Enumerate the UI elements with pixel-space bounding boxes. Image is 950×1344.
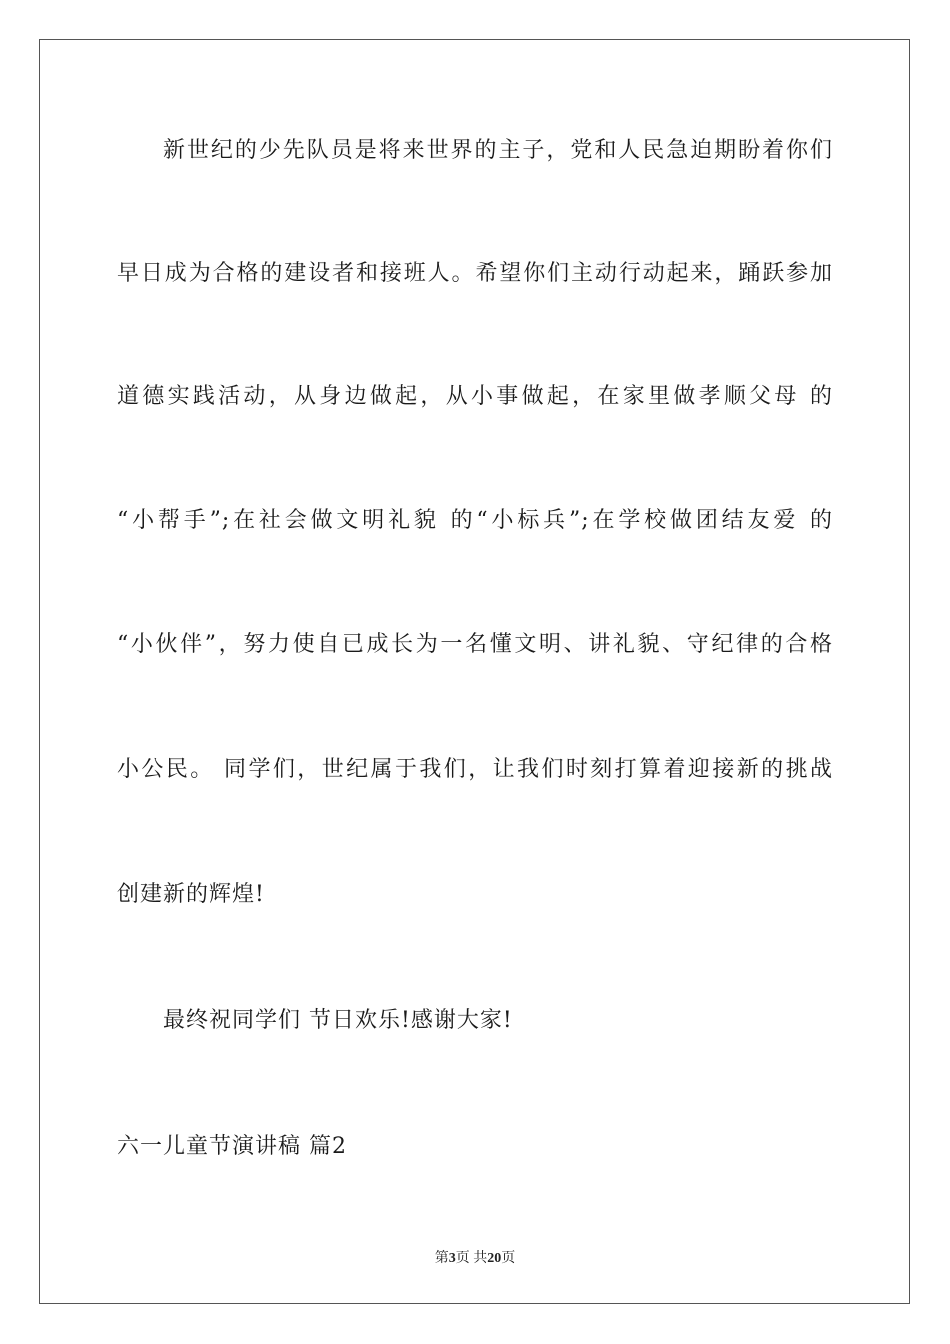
closing-line: 最终祝同学们 节日欢乐!感谢大家! bbox=[163, 1008, 513, 1033]
footer-page-current: 3 bbox=[448, 1251, 456, 1266]
footer-page-total: 20 bbox=[487, 1251, 502, 1266]
body-line-7: 创建新的辉煌! bbox=[117, 882, 265, 907]
body-line-3: 道德实践活动，从身边做起，从小事做起，在家里做孝顺父母 的 bbox=[117, 384, 833, 409]
body-line-1: 新世纪的少先队员是将来世界的主子，党和人民急迫期盼着你们 bbox=[163, 138, 833, 163]
page-footer bbox=[0, 1247, 950, 1267]
footer-page-mid: 页 共 bbox=[455, 1251, 488, 1266]
footer-page-prefix: 第 bbox=[434, 1251, 449, 1266]
body-line-2: 早日成为合格的建设者和接班人。希望你们主动行动起来，踊跃参加 bbox=[117, 261, 833, 286]
section-heading: 六一儿童节演讲稿 篇2 bbox=[117, 1134, 347, 1159]
page-frame bbox=[39, 39, 910, 1304]
body-line-4: “小帮手”;在社会做文明礼貌 的“小标兵”;在学校做团结友爱 的 bbox=[117, 508, 833, 533]
body-line-5: “小伙伴”，努力使自已成长为一名懂文明、讲礼貌、守纪律的合格 bbox=[117, 632, 833, 657]
body-line-6: 小公民。 同学们，世纪属于我们，让我们时刻打算着迎接新的挑战 bbox=[117, 757, 833, 782]
footer-page-suffix: 页 bbox=[501, 1251, 516, 1266]
